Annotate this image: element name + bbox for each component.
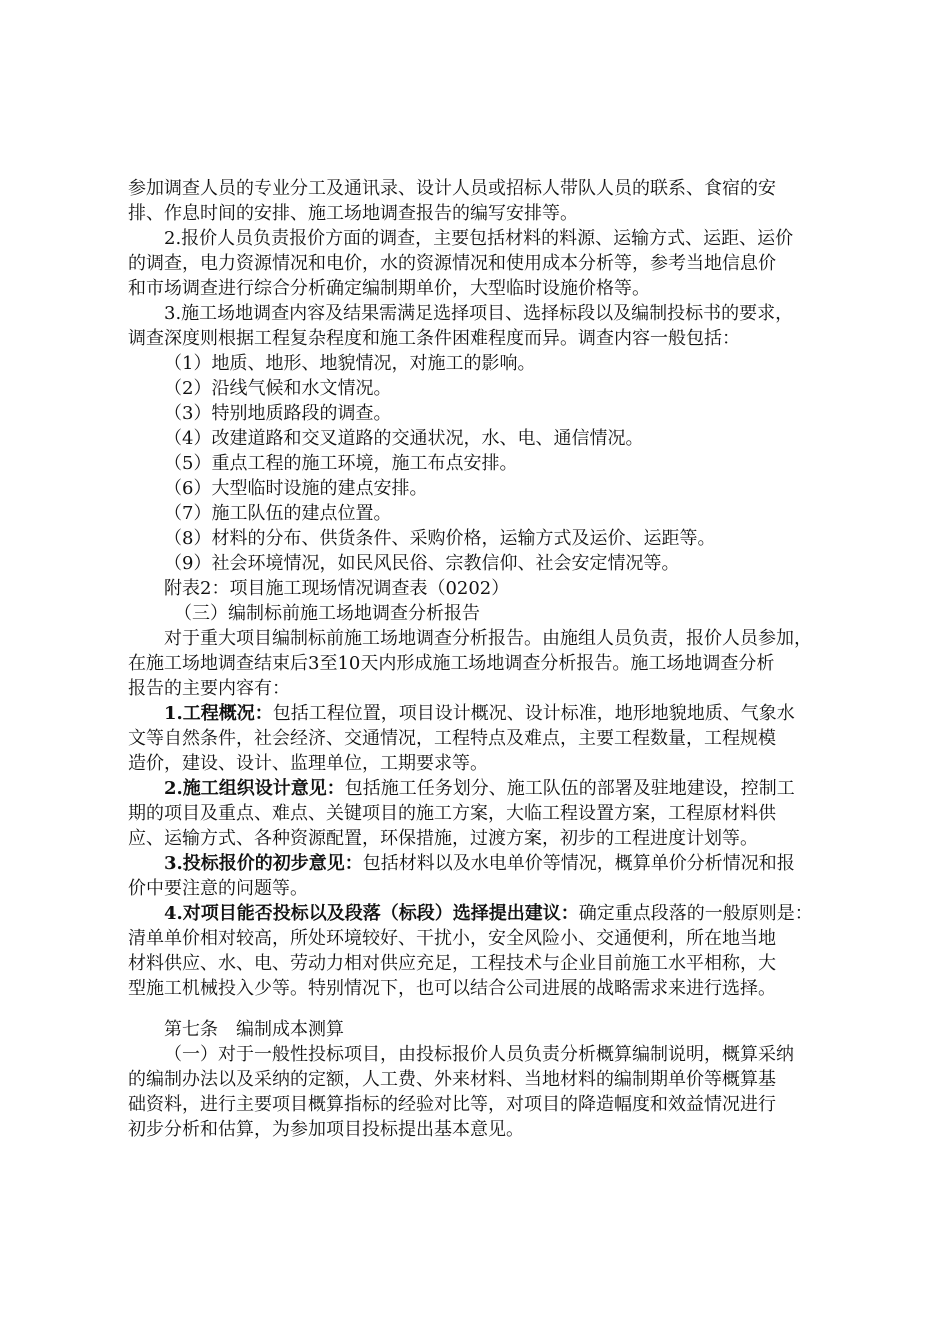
paragraph-line: 对于重大项目编制标前施工场地调查分析报告。由施组人员负责，报价人员参加， <box>164 628 812 649</box>
bold-heading: 1.工程概况： <box>164 703 273 724</box>
paragraph-line: 材料供应、水、电、劳动力相对供应充足，工程技术与企业目前施工水平相称，大 <box>128 953 776 974</box>
list-item: （3）特别地质路段的调查。 <box>164 403 392 424</box>
section-heading: （三）编制标前施工场地调查分析报告 <box>174 603 480 624</box>
paragraph-line: 文等自然条件，社会经济、交通情况，工程特点及难点，主要工程数量，工程规模 <box>128 728 776 749</box>
paragraph-line: 2.施工组织设计意见：包括施工任务划分、施工队伍的部署及驻地建设，控制工 <box>164 778 795 799</box>
paragraph-line: 在施工场地调查结束后3至10天内形成施工场地调查分析报告。施工场地调查分析 <box>128 653 775 674</box>
paragraph-line: 报告的主要内容有： <box>128 678 290 699</box>
paragraph-line: （一）对于一般性投标项目，由投标报价人员负责分析概算编制说明，概算采纳 <box>164 1044 794 1065</box>
list-item: （4）改建道路和交叉道路的交通状况，水、电、通信情况。 <box>164 428 644 449</box>
paragraph-gap <box>128 1001 828 1017</box>
paragraph-line: 和市场调查进行综合分析确定编制期单价，大型临时设施价格等。 <box>128 278 650 299</box>
paragraph-line: 调查深度则根据工程复杂程度和施工条件困难程度而异。调查内容一般包括： <box>128 328 740 349</box>
bold-heading: 4.对项目能否投标以及段落（标段）选择提出建议： <box>164 903 579 924</box>
paragraph-line: 3.投标报价的初步意见：包括材料以及水电单价等情况，概算单价分析情况和报 <box>164 853 795 874</box>
list-item: （9）社会环境情况，如民风民俗、宗教信仰、社会安定情况等。 <box>164 553 680 574</box>
list-item: （1）地质、地形、地貌情况，对施工的影响。 <box>164 353 536 374</box>
paragraph-line: 排、作息时间的安排、施工场地调查报告的编写安排等。 <box>128 203 578 224</box>
paragraph-line: 价中要注意的问题等。 <box>128 878 308 899</box>
article-heading: 第七条 编制成本测算 <box>164 1019 344 1040</box>
document-page <box>128 176 828 1142</box>
paragraph-line: 础资料，进行主要项目概算指标的经验对比等，对项目的降造幅度和效益情况进行 <box>128 1094 776 1115</box>
bold-heading: 3.投标报价的初步意见： <box>164 853 363 874</box>
paragraph-line: 参加调查人员的专业分工及通讯录、设计人员或招标人带队人员的联系、食宿的安 <box>128 178 776 199</box>
list-item: （5）重点工程的施工环境，施工布点安排。 <box>164 453 518 474</box>
paragraph-line: 清单单价相对较高，所处环境较好、干扰小，安全风险小、交通便利，所在地当地 <box>128 928 776 949</box>
list-item: （8）材料的分布、供货条件、采购价格，运输方式及运价、运距等。 <box>164 528 716 549</box>
paragraph-line: 2.报价人员负责报价方面的调查，主要包括材料的料源、运输方式、运距、运价 <box>164 228 794 249</box>
paragraph-line: 4.对项目能否投标以及段落（标段）选择提出建议：确定重点段落的一般原则是： <box>164 903 813 924</box>
paragraph-line: 的调查，电力资源情况和电价，水的资源情况和使用成本分析等，参考当地信息价 <box>128 253 776 274</box>
paragraph-line: 初步分析和估算，为参加项目投标提出基本意见。 <box>128 1119 524 1140</box>
list-item: （2）沿线气候和水文情况。 <box>164 378 392 399</box>
paragraph-line: 的编制办法以及采纳的定额，人工费、外来材料、当地材料的编制期单价等概算基 <box>128 1069 776 1090</box>
paragraph-line: 型施工机械投入少等。特别情况下，也可以结合公司进展的战略需求来进行选择。 <box>128 978 776 999</box>
list-item: （6）大型临时设施的建点安排。 <box>164 478 428 499</box>
appendix-reference: 附表2：项目施工现场情况调查表（0202） <box>164 578 510 599</box>
paragraph-line: 应、运输方式、各种资源配置，环保措施，过渡方案，初步的工程进度计划等。 <box>128 828 758 849</box>
list-item: （7）施工队伍的建点位置。 <box>164 503 392 524</box>
paragraph-line: 1.工程概况：包括工程位置，项目设计概况、设计标准，地形地貌地质、气象水 <box>164 703 795 724</box>
paragraph-line: 期的项目及重点、难点、关键项目的施工方案，大临工程设置方案，工程原材料供 <box>128 803 776 824</box>
bold-heading: 2.施工组织设计意见： <box>164 778 345 799</box>
paragraph-line: 3.施工场地调查内容及结果需满足选择项目、选择标段以及编制投标书的要求， <box>164 303 794 324</box>
paragraph-line: 造价，建设、设计、监理单位，工期要求等。 <box>128 753 488 774</box>
